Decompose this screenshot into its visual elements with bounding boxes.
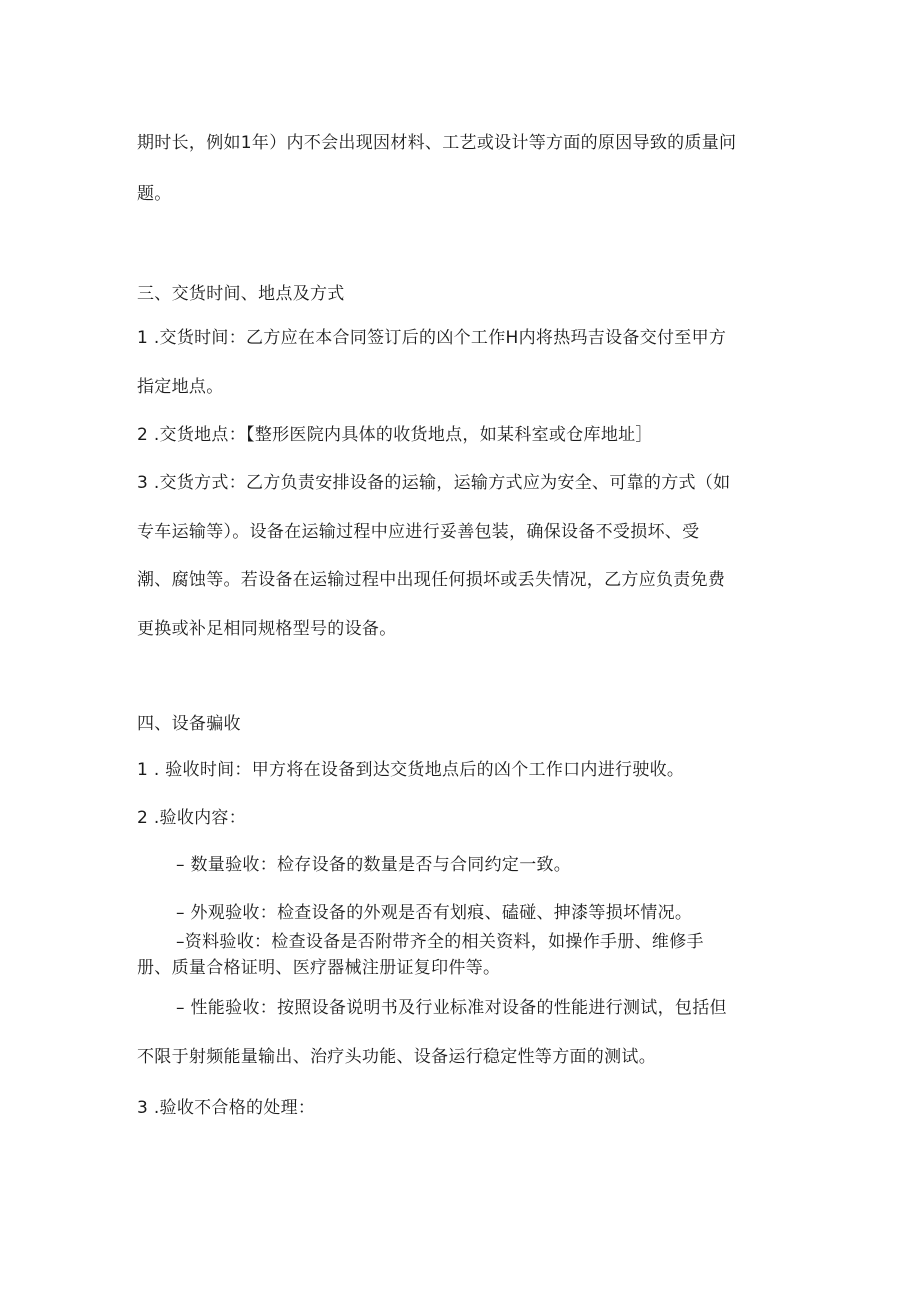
list-item-document-check-1: –资料验收：检查设备是否附带齐全的相关资料，如操作手册、维修手	[176, 932, 704, 952]
list-item-document-check-2: 册、质量合格证明、医疗器械注册证复印件等。	[137, 958, 501, 978]
text-line-delivery-place: 2 .交货地点：【整形医院内具体的收货地点，如某科室或仓库地址］	[137, 425, 653, 445]
text-line-delivery-method-1: 3 .交货方式：乙方负责安排设备的运输，运输方式应为安全、可靠的方式（如	[137, 473, 731, 493]
text-line-acceptance-content: 2 .验收内容：	[137, 808, 247, 828]
section-heading-acceptance: 四、设备骗收	[137, 714, 241, 734]
text-line-delivery-time-2: 指定地点。	[137, 377, 224, 397]
list-item-performance-check-1: – 性能验收：按照设备说明书及行业标准对设备的性能进行测试，包括但	[176, 998, 727, 1018]
text-line-delivery-time-1: 1 .交货时间：乙方应在本合同签订后的凶个工作H内将热玛吉设备交付至甲方	[137, 328, 727, 348]
text-line-delivery-method-3: 潮、腐蚀等。若设备在运输过程中出现任何损坏或丢失情况，乙方应负责免费	[137, 570, 726, 590]
list-item-quantity-check: – 数量验收：检存设备的数量是否与合同约定一致。	[176, 855, 572, 875]
text-line-acceptance-failure: 3 .验收不合格的处理：	[137, 1098, 316, 1118]
text-line-delivery-method-4: 更换或补足相同规格型号的设备。	[137, 619, 397, 639]
list-item-appearance-check: – 外观验收：检查设备的外观是否有划痕、磕碰、抻漆等损坏情况。	[176, 903, 693, 923]
section-heading-delivery: 三、交货时间、地点及方式	[137, 284, 345, 304]
text-line-warranty-1: 期时长，例如1年）内不会出现因材料、工艺或设计等方面的原因导致的质量问	[137, 133, 737, 153]
text-line-acceptance-time: 1 . 验收时间：甲方将在设备到达交货地点后的凶个工作口内进行驶收。	[137, 760, 685, 780]
text-line-delivery-method-2: 专车运输等）。设备在运输过程中应进行妥善包装，确保设备不受损坏、受	[137, 522, 700, 542]
list-item-performance-check-2: 不限于射频能量输出、治疗头功能、设备运行稳定性等方面的测试。	[137, 1047, 656, 1067]
text-line-warranty-2: 题。	[137, 184, 172, 204]
